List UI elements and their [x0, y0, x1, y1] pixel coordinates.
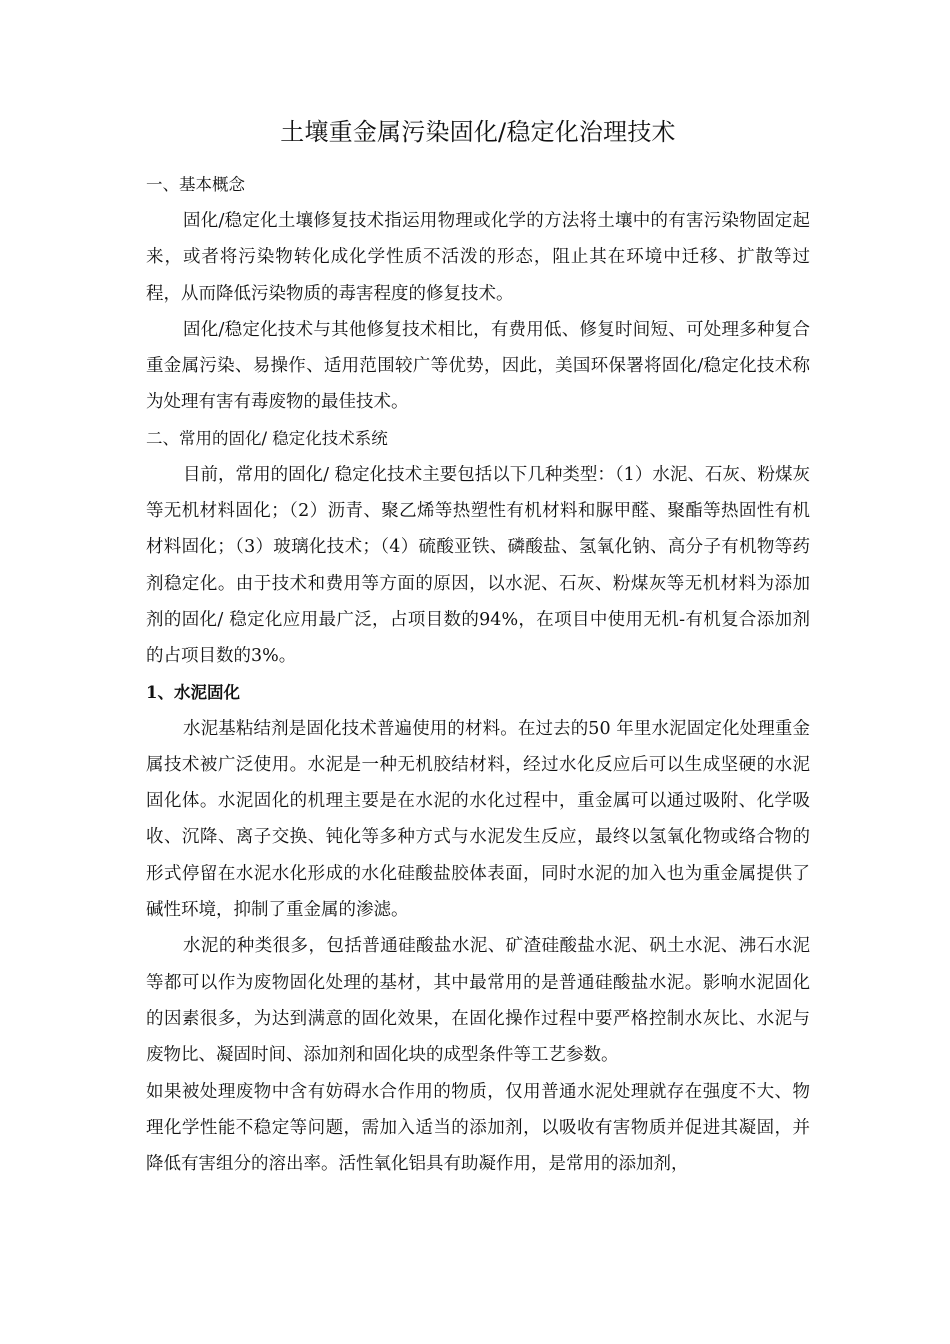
- document-title: 土壤重金属污染固化/稳定化治理技术: [280, 118, 676, 146]
- paragraph-technology-types: 目前，常用的固化/ 稳定化技术主要包括以下几种类型：（1）水泥、石灰、粉煤灰等无机材料固化；（2）沥青、聚乙烯等热塑性有机材料和脲甲醛、聚酯等热固性有机材料固化；（3）玻璃化技术；（4）硫酸亚铁、磷酸盐、氢氧化钠、高分子有机物等药剂稳定化。由于技术和费用等方面的原因，以水泥、石灰、粉煤灰等无机材料为添加剂的固化/ 稳定化应用最广泛，占项目数的94%，在项目中使用无机-有机复合添加剂的占项目数的3%。: [146, 464, 810, 667]
- section-heading-common-systems: 二、常用的固化/ 稳定化技术系统: [146, 428, 388, 448]
- paragraph-cement-additives: 如果被处理废物中含有妨碍水合作用的物质，仅用普通水泥处理就存在强度不大、物理化学性能不稳定等问题，需加入适当的添加剂，以吸收有害物质并促进其凝固，并降低有害组分的溶出率。活性氧化铝具有助凝作用，是常用的添加剂，: [146, 1081, 810, 1175]
- paragraph-advantages: 固化/稳定化技术与其他修复技术相比，有费用低、修复时间短、可处理多种复合重金属污染、易操作、适用范围较广等优势，因此，美国环保署将固化/稳定化技术称为处理有害有毒废物的最佳技术。: [146, 319, 810, 413]
- section-heading-basic-concepts: 一、基本概念: [146, 175, 245, 194]
- document-body: [146, 113, 810, 1182]
- paragraph-cement-mechanism: 水泥基粘结剂是固化技术普遍使用的材料。在过去的50 年里水泥固定化处理重金属技术被广泛使用。水泥是一种无机胶结材料，经过水化反应后可以生成坚硬的水泥固化体。水泥固化的机理主要是在水泥的水化过程中，重金属可以通过吸附、化学吸收、沉降、离子交换、钝化等多种方式与水泥发生反应，最终以氢氧化物或络合物的形式停留在水泥水化形成的水化硅酸盐胶体表面，同时水泥的加入也为重金属提供了碱性环境，抑制了重金属的渗滤。: [146, 718, 810, 921]
- paragraph-definition: 固化/稳定化土壤修复技术指运用物理或化学的方法将土壤中的有害污染物固定起来，或者将污染物转化成化学性质不活泼的形态，阻止其在环境中迁移、扩散等过程，从而降低污染物质的毒害程度的修复技术。: [146, 211, 810, 304]
- paragraph-cement-types: 水泥的种类很多，包括普通硅酸盐水泥、矿渣硅酸盐水泥、矾土水泥、沸石水泥等都可以作为废物固化处理的基材，其中最常用的是普通硅酸盐水泥。影响水泥固化的因素很多，为达到满意的固化效果，在固化操作过程中要严格控制水灰比、水泥与废物比、凝固时间、添加剂和固化块的成型条件等工艺参数。: [146, 936, 810, 1066]
- subsection-heading-cement-solidification: 1、水泥固化: [146, 682, 240, 702]
